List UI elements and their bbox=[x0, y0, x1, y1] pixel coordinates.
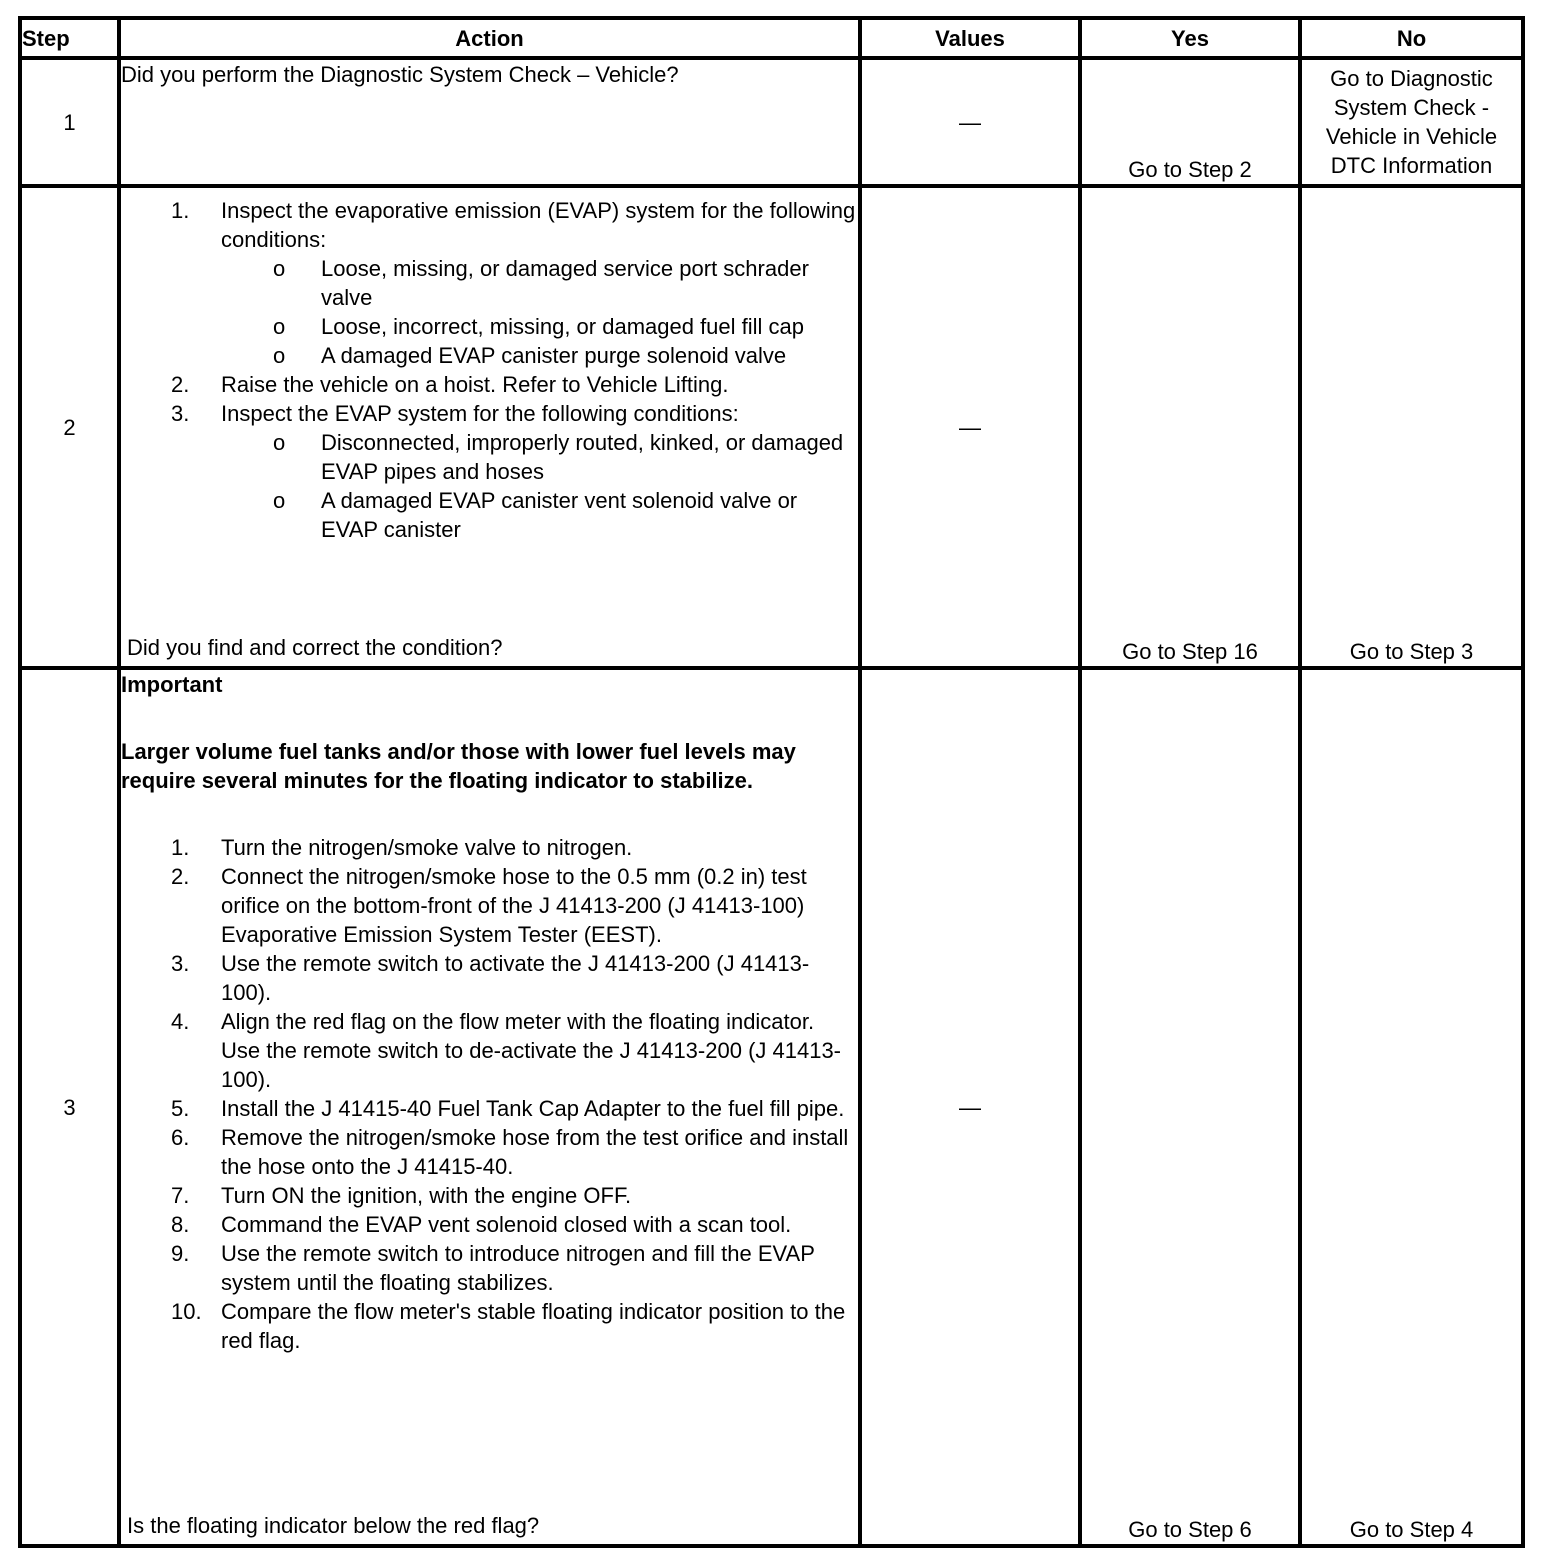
sub-item-text: Disconnected, improperly routed, kinked, or damaged EVAP pipes and hoses bbox=[321, 430, 844, 484]
sub-list-item bbox=[221, 341, 858, 370]
no-cell: Go to Step 3 bbox=[1300, 186, 1523, 668]
header-yes: Yes bbox=[1080, 18, 1300, 58]
list-item bbox=[121, 399, 858, 544]
list-item bbox=[121, 1094, 858, 1123]
sub-list-item bbox=[221, 254, 858, 312]
yes-cell: Go to Step 6 bbox=[1080, 668, 1300, 1546]
list-item-number: 9. bbox=[171, 1241, 190, 1266]
important-note: Larger volume fuel tanks and/or those with lower fuel levels may require several minutes for the floating indicator to stabilize. bbox=[121, 739, 796, 793]
list-item-text: Install the J 41415-40 Fuel Tank Cap Adapter to the fuel fill pipe. bbox=[221, 1096, 845, 1121]
sub-list-item bbox=[221, 428, 858, 486]
table-row bbox=[20, 58, 1523, 186]
diagnostic-table bbox=[18, 16, 1525, 1548]
sub-item-text: A damaged EVAP canister vent solenoid valve or EVAP canister bbox=[321, 488, 798, 542]
no-cell: Go to Diagnostic System Check - Vehicle in Vehicle DTC Information bbox=[1300, 58, 1523, 186]
list-item-text: Align the red flag on the flow meter with the floating indicator. Use the remote switch to de-activate the J 41413-200 (J 41413-100). bbox=[221, 1009, 842, 1092]
action-question: Is the floating indicator below the red flag? bbox=[127, 1513, 540, 1538]
list-item-text: Turn the nitrogen/smoke valve to nitrogen. bbox=[221, 835, 633, 860]
list-item-text: Use the remote switch to introduce nitrogen and fill the EVAP system until the floating stabilizes. bbox=[221, 1241, 815, 1295]
header-step: Step bbox=[20, 18, 119, 58]
list-item bbox=[121, 1123, 858, 1181]
list-item-text: Use the remote switch to activate the J 41413-200 (J 41413-100). bbox=[221, 951, 810, 1005]
bullet-icon: o bbox=[273, 256, 286, 281]
yes-cell: Go to Step 16 bbox=[1080, 186, 1300, 668]
list-item-number: 2. bbox=[171, 372, 190, 397]
list-item-number: 1. bbox=[171, 835, 190, 860]
action-cell bbox=[119, 668, 860, 1546]
action-steps-list bbox=[121, 196, 858, 544]
list-item bbox=[121, 1007, 858, 1094]
list-item-number: 7. bbox=[171, 1183, 190, 1208]
action-question: Did you find and correct the condition? bbox=[127, 635, 503, 660]
list-item-text: Connect the nitrogen/smoke hose to the 0.5 mm (0.2 in) test orifice on the bottom-front of the J 41413-200 (J 41413-100) Evaporative Emission System Tester (EEST). bbox=[221, 864, 807, 947]
list-item-text: Remove the nitrogen/smoke hose from the test orifice and install the hose onto the J 41415-40. bbox=[221, 1125, 849, 1179]
list-item bbox=[121, 949, 858, 1007]
step-number: 1 bbox=[20, 58, 119, 186]
value-cell: — bbox=[860, 58, 1080, 186]
header-values: Values bbox=[860, 18, 1080, 58]
list-item-number: 8. bbox=[171, 1212, 190, 1237]
list-item bbox=[121, 196, 858, 370]
list-item-number: 3. bbox=[171, 401, 190, 426]
list-item-number: 1. bbox=[171, 198, 190, 223]
bullet-icon: o bbox=[273, 430, 286, 455]
list-item-number: 6. bbox=[171, 1125, 190, 1150]
list-item-text: Inspect the evaporative emission (EVAP) system for the following conditions: bbox=[221, 198, 856, 252]
list-item bbox=[121, 1239, 858, 1297]
sub-list bbox=[221, 254, 858, 370]
list-item bbox=[121, 862, 858, 949]
action-steps-list bbox=[121, 833, 858, 1355]
list-item-text: Raise the vehicle on a hoist. Refer to Vehicle Lifting. bbox=[221, 372, 729, 397]
action-question: Did you perform the Diagnostic System Check – Vehicle? bbox=[121, 62, 679, 87]
value-cell: — bbox=[860, 668, 1080, 1546]
no-cell: Go to Step 4 bbox=[1300, 668, 1523, 1546]
table-row bbox=[20, 186, 1523, 668]
bullet-icon: o bbox=[273, 314, 286, 339]
list-item-number: 3. bbox=[171, 951, 190, 976]
list-item-text: Compare the flow meter's stable floating indicator position to the red flag. bbox=[221, 1299, 846, 1353]
sub-list-item bbox=[221, 312, 858, 341]
list-item bbox=[121, 833, 858, 862]
list-item-number: 2. bbox=[171, 864, 190, 889]
header-no: No bbox=[1300, 18, 1523, 58]
list-item-number: 4. bbox=[171, 1009, 190, 1034]
list-item-text: Turn ON the ignition, with the engine OFF. bbox=[221, 1183, 632, 1208]
list-item bbox=[121, 370, 858, 399]
value-cell: — bbox=[860, 186, 1080, 668]
important-title: Important bbox=[121, 672, 223, 697]
action-cell bbox=[119, 186, 860, 668]
list-item-text: Command the EVAP vent solenoid closed with a scan tool. bbox=[221, 1212, 792, 1237]
bullet-icon: o bbox=[273, 343, 286, 368]
list-item-number: 5. bbox=[171, 1096, 190, 1121]
list-item bbox=[121, 1297, 858, 1355]
step-number: 2 bbox=[20, 186, 119, 668]
yes-cell: Go to Step 2 bbox=[1080, 58, 1300, 186]
sub-list bbox=[221, 428, 858, 544]
list-item bbox=[121, 1210, 858, 1239]
sub-item-text: Loose, incorrect, missing, or damaged fuel fill cap bbox=[321, 314, 805, 339]
sub-item-text: A damaged EVAP canister purge solenoid valve bbox=[321, 343, 787, 368]
table-row bbox=[20, 668, 1523, 1546]
sub-item-text: Loose, missing, or damaged service port schrader valve bbox=[321, 256, 809, 310]
header-action: Action bbox=[119, 18, 860, 58]
header-row bbox=[20, 18, 1523, 58]
list-item-text: Inspect the EVAP system for the following conditions: bbox=[221, 401, 739, 426]
step-number: 3 bbox=[20, 668, 119, 1546]
list-item-number: 10. bbox=[171, 1299, 202, 1324]
list-item bbox=[121, 1181, 858, 1210]
sub-list-item bbox=[221, 486, 858, 544]
action-cell bbox=[119, 58, 860, 186]
bullet-icon: o bbox=[273, 488, 286, 513]
